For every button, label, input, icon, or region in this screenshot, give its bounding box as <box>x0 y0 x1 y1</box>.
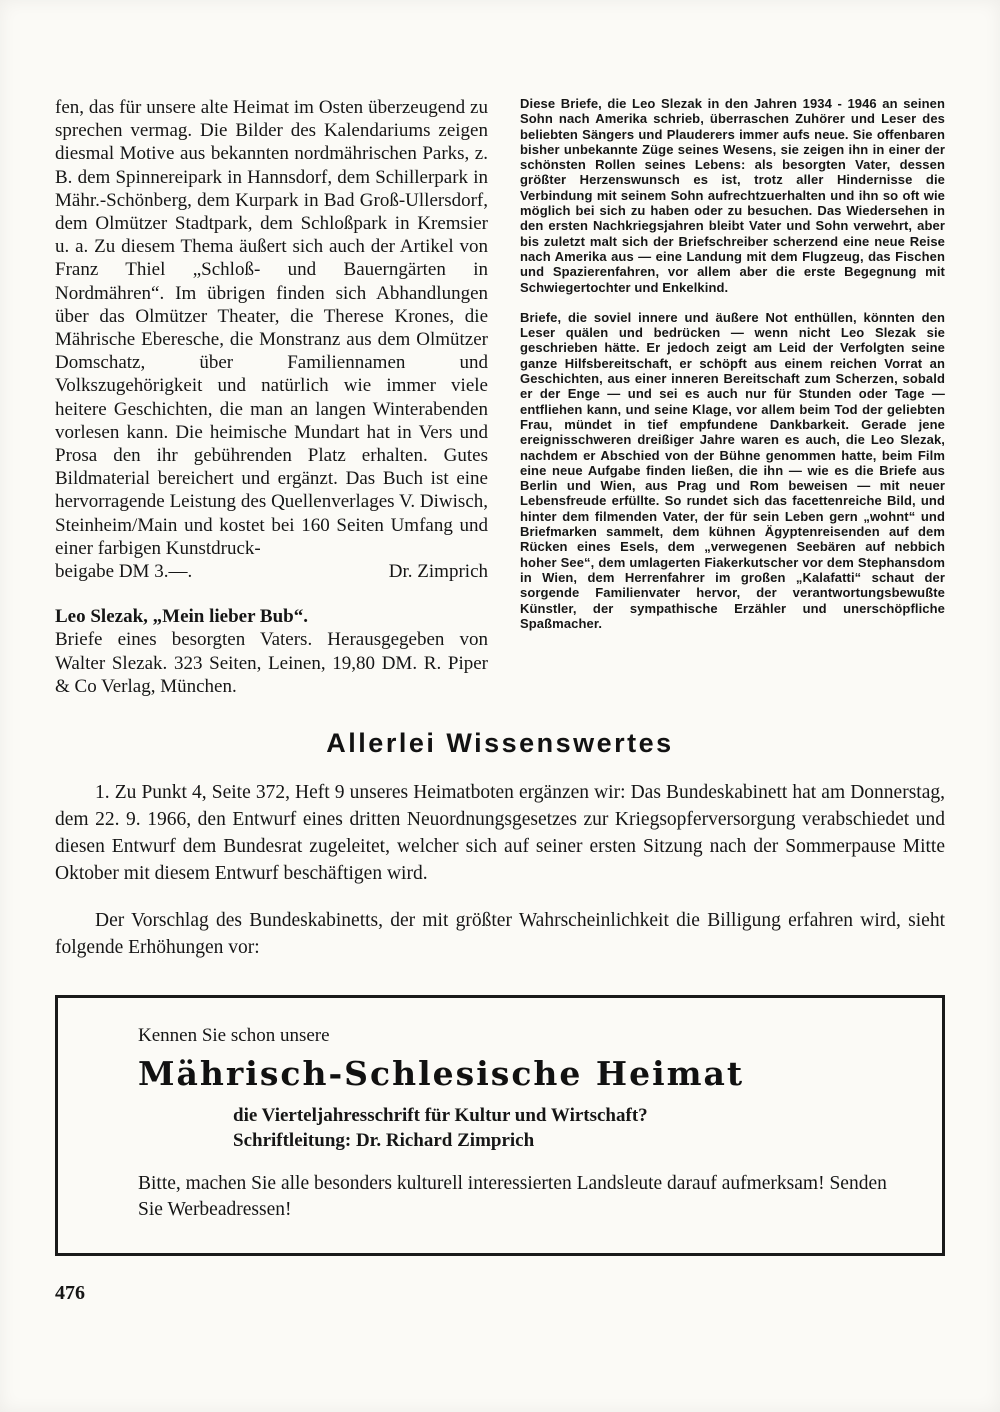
two-column-section <box>55 96 945 698</box>
author-signature: Dr. Zimprich <box>388 561 488 583</box>
ad-editor-line: Schriftleitung: Dr. Richard Zimprich <box>233 1130 535 1152</box>
section-heading: Allerlei Wissenswertes <box>326 728 674 759</box>
review-paragraph-2: Briefe, die soviel innere und äußere Not enthüllen, könnten den Leser quälen und bedrücken — wenn nicht Leo Slezak sie geschrieben hätte. Er jedoch zeigt am Leid der Verfolgten seine ganze Hilfsbereitschaft, er schöpft aus einem reichen Vorrat an Geschichten, aus einer inneren Bereitschaft zum Scherzen, sobald er der Enge — und sei es auch nur für Stunden oder Tage — entfliehen kann, und seine Klage, vor allem beim Tod der geliebten Frau, mündet in tief empfundene Dankbarkeit. Gerade jene ereignisschweren dreißiger Jahre waren es auch, die Leo Slezak, nachdem er Abschied von der Bühne genommen hatte, beim Film eine neue Aufgabe finden ließen, die ihn — wie es die Briefe aus Berlin und Wien, aus Prag und Rom beweisen — mit neuer Lebensfreude erfüllte. So rundet sich das facettenreiche Bild, und hinter dem filmenden Vater, der für sein Leben gern „wohnt“ und Briefmarken sammelt, dem kühnen Ägyptenreisenden auf dem Rücken eines Esels, dem „verwegenen Seebären auf nebbich hoher See“, dem umlagerten Fiakerkutscher vor dem Stephansdom in Wien, dem Herrenfahrer im großen „Kalafatti“ schaut der sorgende Familienvater hervor, der verantwortungsbewußte Künstler, der sympathische Erzähler und unerschöpfliche Spaßmacher. <box>520 309 945 631</box>
section-paragraph-2: Der Vorschlag des Bundeskabinetts, der mit größter Wahrscheinlichkeit die Billigung erfahren wird, sieht folgende Erhöhungen vor: <box>55 910 945 959</box>
book-review-title: Leo Slezak, „Mein lieber Bub“. <box>55 606 308 628</box>
right-column <box>520 96 945 631</box>
review-paragraph-1: Diese Briefe, die Leo Slezak in den Jahren 1934 - 1946 an seinen Sohn nach Amerika schrieb, überraschen Zuhörer und Leser des beliebten Sängers und Plauderers immer aufs neue. Sie offenbaren bisher unbekannte Züge seines Wesens, sie zeigen ihn in einer der schönsten Rollen seines Lebens: als besorgten Vater, dessen größter Herzenswunsch es ist, trotz aller Hindernisse die Verbindung mit seinem Sohn aufrechtzuerhalten und ihn so oft wie möglich bei sich zu haben oder zu besuchen. Das Wiedersehen in den ersten Nachkriegsjahren bleibt Vater und Sohn verwehrt, aber bis zuletzt malt sich der Briefschreiber scherzend eine neue Reise nach Amerika aus — eine Landung mit dem Flugzeug, das Fischen und Spazierenfahren, vor allem aber die erste Begegnung mit Schwiegertochter und Enkelkind. <box>520 96 945 295</box>
ad-call-to-action: Bitte, machen Sie alle besonders kulturell interessierten Landsleute darauf aufmerksam! Senden Sie Werbeadressen! <box>138 1173 887 1221</box>
book-review-publication-info: Briefe eines besorgten Vaters. Herausgegeben von Walter Slezak. 323 Seiten, Leinen, 19,80 DM. R. Piper & Co Verlag, München. <box>55 629 488 697</box>
ad-subtitle: die Vierteljahresschrift für Kultur und Wirtschaft? <box>233 1105 648 1127</box>
paragraph-last-line <box>55 560 488 583</box>
page-number: 476 <box>55 1282 85 1305</box>
paragraph-last-line-text: beigabe DM 3.—. <box>55 561 193 583</box>
ad-intro-line: Kennen Sie schon unsere <box>138 1025 330 1047</box>
ad-title: Mährisch-Schlesische Heimat <box>138 1054 745 1094</box>
left-column-paragraph: fen, das für unsere alte Heimat im Osten überzeugend zu sprechen vermag. Die Bilder des Kalendariums zeigen diesmal Motive aus bekannten nordmährischen Parks, z. B. dem Spinnereipark in Hannsdorf, dem Schillerpark in Mähr.-Schönberg, dem Kurpark in Bad Groß-Ullersdorf, dem Olmützer Stadtpark, dem Schloßpark in Kremsier u. a. Zu diesem Thema äußert sich auch der Artikel von Franz Thiel „Schloß- und Bauerngärten in Nordmähren“. Im übrigen finden sich Abhandlungen über das Olmützer Theater, die Therese Krones, die Mährische Eberesche, die Monstranz aus dem Olmützer Domschatz, über Familiennamen und Volkszugehörigkeit und natürlich wie immer viele heitere Geschichten, die man an langen Winterabenden vorlesen kann. Die heimische Mundart hat in Vers und Prosa den ihr gebührenden Platz erhalten. Gutes Bildmaterial bereichert und ergänzt. Das Buch ist eine hervorragende Leistung des Quellenverlages V. Diwisch, Steinheim/Main und kostet bei 160 Seiten Umfang und einer farbigen Kunstdruck- <box>55 97 488 559</box>
advertisement-box <box>55 995 945 1256</box>
section-paragraph-1: 1. Zu Punkt 4, Seite 372, Heft 9 unseres Heimatboten ergänzen wir: Das Bundeskabinett hat am Donnerstag, dem 22. 9. 1966, den Entwurf eines dritten Neuordnungsgesetzes zur Kriegsopferversorgung verabschiedet und diesen Entwurf dem Bundesrat zugeleitet, welcher sich auf seiner ersten Sitzung nach der Sommerpause Mitte Oktober mit diesem Entwurf beschäftigen wird. <box>55 782 945 885</box>
left-column <box>55 96 488 698</box>
